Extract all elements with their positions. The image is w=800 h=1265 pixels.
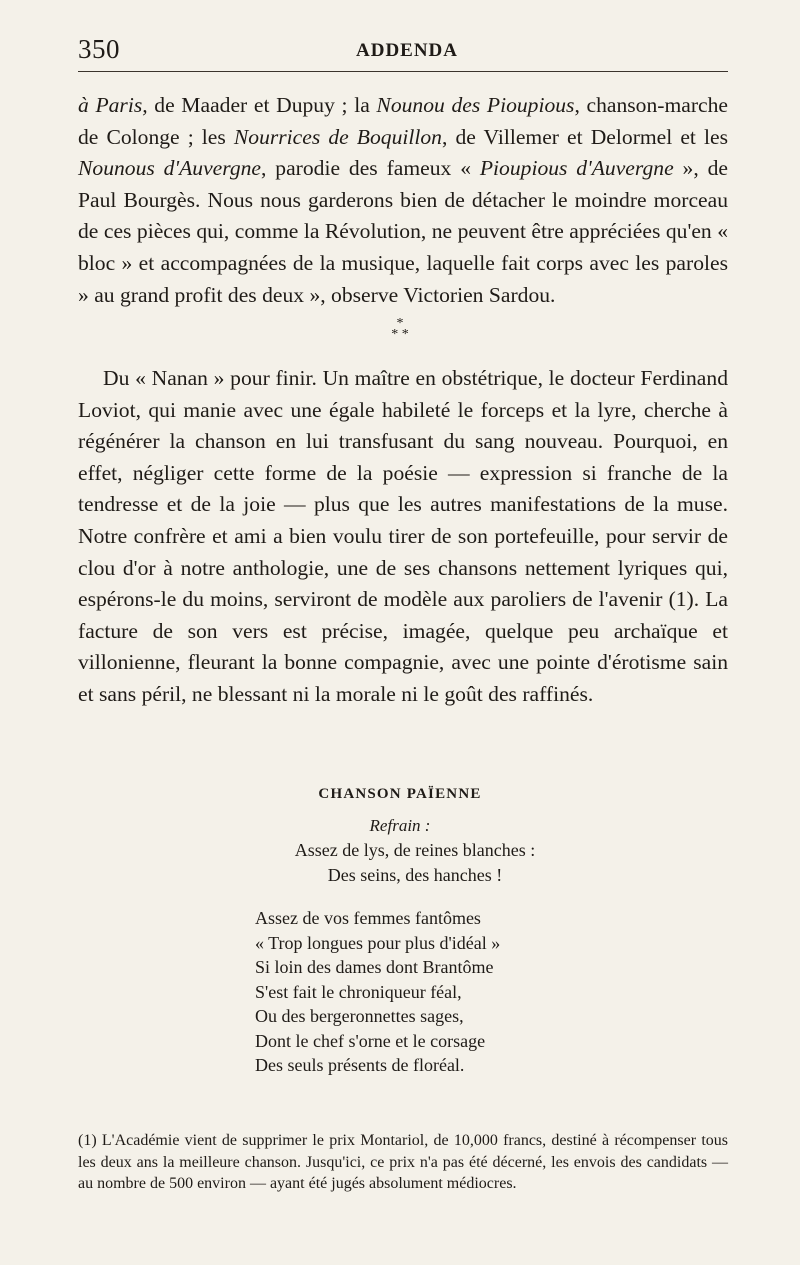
verse-line: Dont le chef s'orne et le corsage xyxy=(255,1030,486,1051)
paragraph-1 xyxy=(78,90,728,311)
page-number: 350 xyxy=(78,34,120,64)
paragraph-2: Du « Nanan » pour finir. Un maître en obstétrique, le docteur Ferdinand Loviot, qui manie avec une égale habileté le forceps et la lyre, cherche à régénérer la chanson en lui transfusant du sang nouveau. Pourquoi, en effet, négliger cette forme de la poésie — expression si franche de la tendresse et de la joie — plus que les autres manifestations de la muse. Notre confrère et ami a bien voulu tirer de son portefeuille, pour servir de clou d'or à notre anthologie, une de ses chansons nettement lyriques qui, espérons-le du moins, serviront de modèle aux paroliers de l'avenir (1). La facture de son vers est précise, imagée, quelque peu archaïque et villonienne, fleurant la bonne compagnie, avec une pointe d'érotisme sain et sans péril, ne blessant ni la morale ni le goût des raffinés. xyxy=(78,366,728,706)
header-rule xyxy=(78,71,728,72)
p1-span-2: de Maader et Dupuy ; la xyxy=(147,93,377,117)
p1-span-9: Pioupious d'Auvergne xyxy=(479,156,674,181)
refrain-line: Des seins, des hanches ! xyxy=(327,864,503,885)
separator-stars-bottom: * * xyxy=(391,327,409,342)
refrain-label: Refrain : xyxy=(369,816,431,835)
refrain-line: Assez de lys, de reines blanches : xyxy=(294,840,536,860)
running-head: ADDENDA xyxy=(356,40,458,61)
p1-span-8: , parodie des fameux « xyxy=(261,156,480,181)
refrain xyxy=(255,838,575,887)
stanza xyxy=(255,906,655,1078)
p1-span-6: , de Villemer et Delormel et les xyxy=(441,124,728,149)
p1-span-10: », de Paul Bourgès. Nous nous garderons bien de détacher le moindre morceau de ces pièces qui, comme la Révolution, ne peuvent être appréciées qu'en « bloc » et accompagnées de la musique, laquelle fait corps avec les paroles » au grand profit des deux », observe Victorien Sardou. xyxy=(78,156,728,307)
p1-span-3: Nounou des Pioupious xyxy=(376,93,575,117)
footnote: (1) L'Académie vient de supprimer le prix Montariol, de 10,000 francs, destiné à récompenser tous les deux ans la meilleure chanson. Jusqu'ici, ce prix n'a pas été décerné, les envois des candidats — au nombre de 500 environ — ayant été jugés absolument médiocres. xyxy=(78,1132,728,1192)
song-title: CHANSON PAÏENNE xyxy=(318,786,482,802)
verse-line: Si loin des dames dont Brantôme xyxy=(255,957,494,977)
section-separator xyxy=(0,318,800,340)
p1-span-4: , chanson-marche de Colonge ; les xyxy=(78,93,728,149)
verse-line: Assez de vos femmes fantômes xyxy=(255,908,481,928)
p1-span-7: Nounous d'Auvergne xyxy=(78,156,262,181)
verse-line: « Trop longues pour plus d'idéal » xyxy=(255,932,501,953)
p1-span-5: Nourrices de Boquillon xyxy=(233,124,442,149)
verse-line: Ou des bergeronnettes sages, xyxy=(255,1006,464,1026)
verse-line: Des seuls présents de floréal. xyxy=(255,1055,465,1075)
separator-star-top: * xyxy=(396,316,404,331)
verse-line: S'est fait le chroniqueur féal, xyxy=(255,981,462,1002)
p1-span-1: à Paris, xyxy=(78,93,148,117)
